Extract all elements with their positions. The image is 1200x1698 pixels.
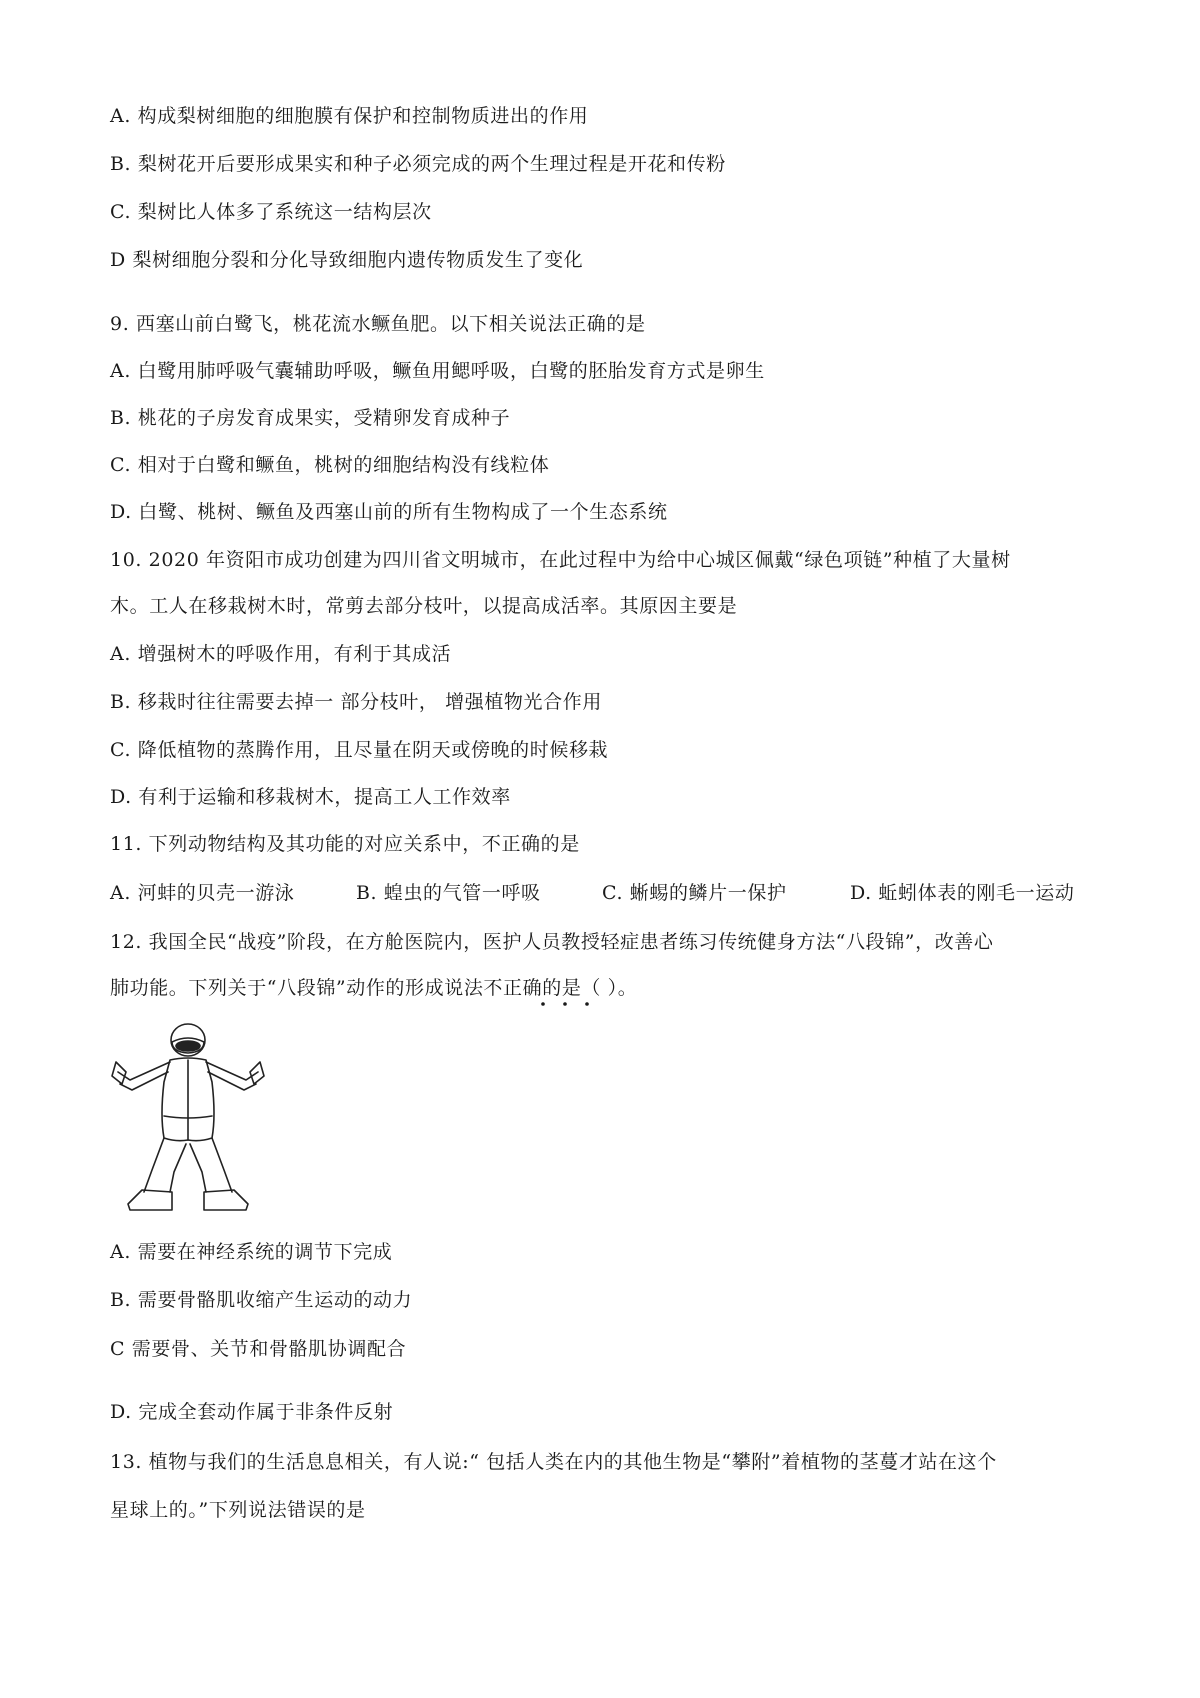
q8-option-c: C. 梨树比人体多了系统这一结构层次	[110, 201, 432, 223]
q13-stem-line2: 星球上的。”下列说法错误的是	[110, 1499, 366, 1521]
q10-option-c: C. 降低植物的蒸腾作用，且尽量在阴天或傍晚的时候移栽	[110, 739, 609, 761]
q9-option-a: A. 白鹭用肺呼吸气囊辅助呼吸，鳜鱼用鳃呼吸，白鹭的胚胎发育方式是卵生	[110, 360, 765, 382]
q8-option-d: D 梨树细胞分裂和分化导致细胞内遗传物质发生了变化	[110, 249, 584, 271]
q11-stem: 11. 下列动物结构及其功能的对应关系中，不正确的是	[110, 833, 580, 855]
q9-option-d: D. 白鹭、桃树、鳜鱼及西塞山前的所有生物构成了一个生态系统	[110, 501, 668, 523]
q12-option-d: D. 完成全套动作属于非条件反射	[110, 1401, 394, 1423]
q10-option-b: B. 移栽时往往需要去掉一 部分枝叶， 增强植物光合作用	[110, 691, 602, 713]
q9-option-c: C. 相对于白鹭和鳜鱼，桃树的细胞结构没有线粒体	[110, 454, 550, 476]
q11-option-a: A. 河蚌的贝壳一游泳	[110, 882, 295, 904]
q9-option-b: B. 桃花的子房发育成果实，受精卵发育成种子	[110, 407, 511, 429]
q11-option-b: B. 蝗虫的气管一呼吸	[356, 882, 541, 904]
q12-option-b: B. 需要骨骼肌收缩产生运动的动力	[110, 1289, 413, 1311]
q12-stem-line2: 肺功能。下列关于“八段锦”动作的形成说法不正确的是（ ）。	[110, 977, 638, 999]
q10-stem-line1: 10. 2020 年资阳市成功创建为四川省文明城市，在此过程中为给中心城区佩戴“绿色项链”种植了大量树	[110, 549, 1011, 571]
q10-option-a: A. 增强树木的呼吸作用，有利于其成活	[110, 643, 452, 665]
q8-option-b: B. 梨树花开后要形成果实和种子必须完成的两个生理过程是开花和传粉	[110, 153, 726, 175]
q13-stem-line1: 13. 植物与我们的生活息息相关，有人说:“ 包括人类在内的其他生物是“攀附”着植物的茎蔓才站在这个	[110, 1451, 997, 1473]
q9-stem: 9. 西塞山前白鹭飞，桃花流水鳜鱼肥。以下相关说法正确的是	[110, 313, 646, 335]
baduanjin-figure	[108, 1020, 268, 1212]
q12-option-c: C 需要骨、关节和骨骼肌协调配合	[110, 1338, 407, 1360]
q10-stem-line2: 木。工人在移栽树木时，常剪去部分枝叶，以提高成活率。其原因主要是	[110, 595, 738, 617]
q11-option-d: D. 蚯蚓体表的刚毛一运动	[850, 882, 1075, 904]
emphasis-dots	[539, 1000, 599, 1010]
q12-stem-line1: 12. 我国全民“战疫”阶段，在方舱医院内，医护人员教授轻症患者练习传统健身方法“八段锦”，改善心	[110, 931, 994, 953]
q8-option-a: A. 构成梨树细胞的细胞膜有保护和控制物质进出的作用	[110, 105, 589, 127]
q10-option-d: D. 有利于运输和移栽树木，提高工人工作效率	[110, 786, 511, 808]
q11-option-c: C. 蜥蜴的鳞片一保护	[602, 882, 787, 904]
q12-option-a: A. 需要在神经系统的调节下完成	[110, 1241, 393, 1263]
